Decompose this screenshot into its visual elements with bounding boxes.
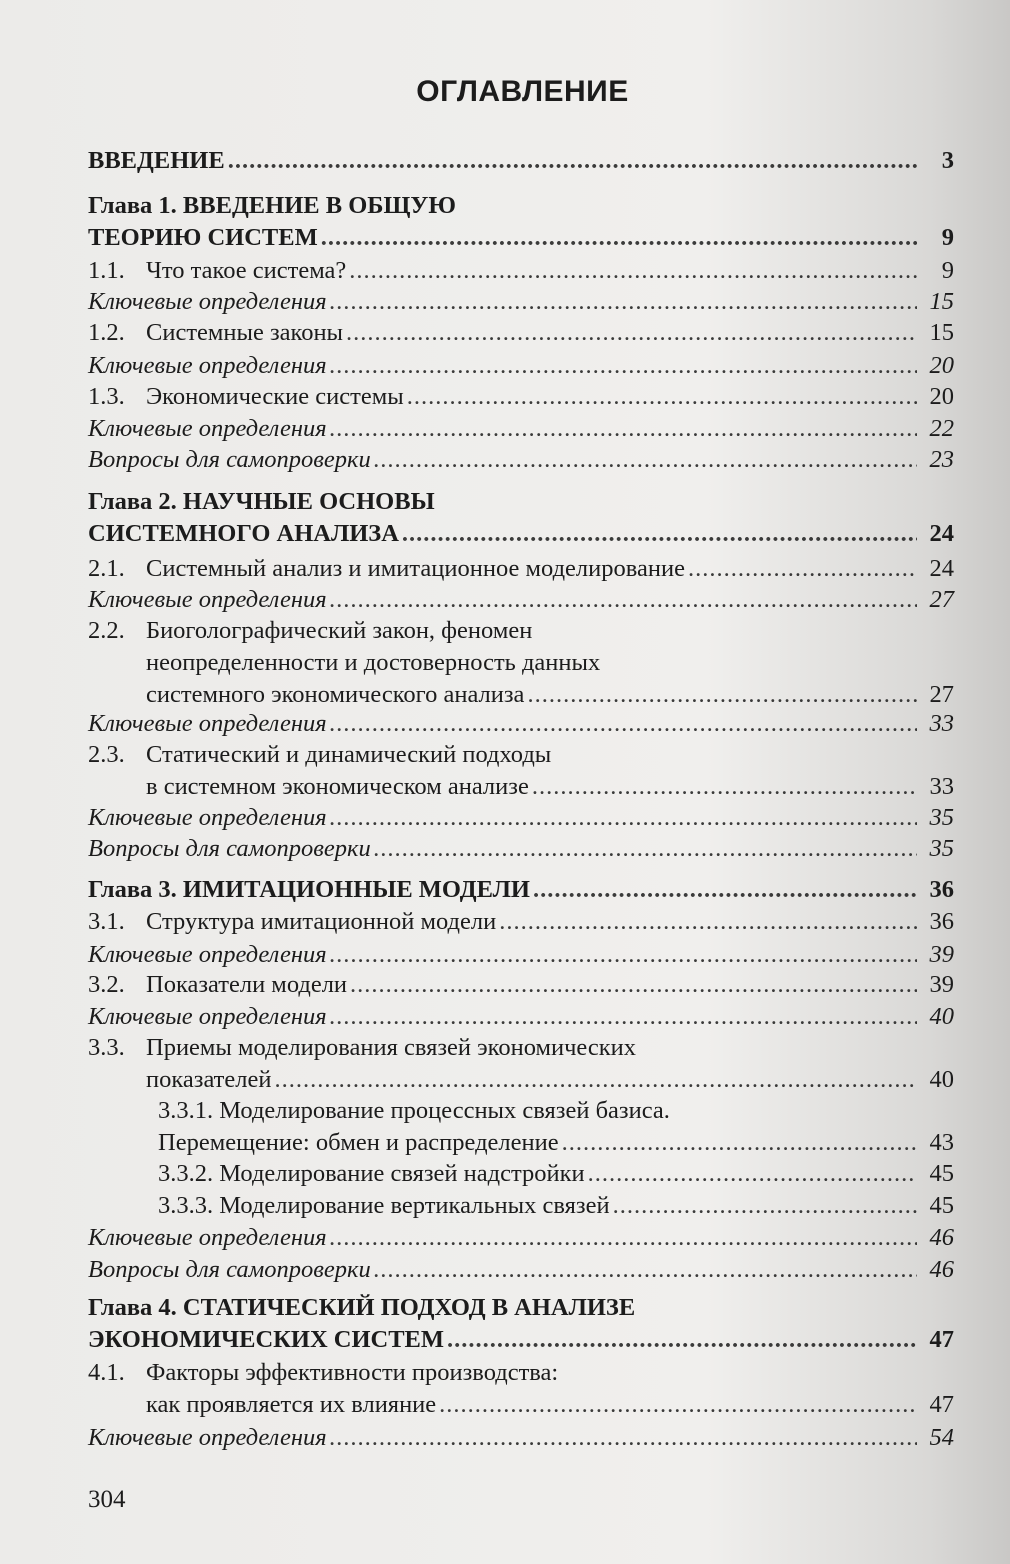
toc-entry-title: ЭКОНОМИЧЕСКИХ СИСТЕМ bbox=[88, 1326, 445, 1353]
toc-page-number: 33 bbox=[929, 710, 954, 737]
toc-entry bbox=[88, 939, 954, 971]
toc-page-number: 47 bbox=[929, 1391, 954, 1418]
dot-leader bbox=[402, 518, 917, 550]
toc-entry-line bbox=[88, 615, 954, 647]
page-number: 304 bbox=[88, 1486, 126, 1513]
toc-entry bbox=[88, 486, 954, 550]
section-title: Показатели модели bbox=[146, 971, 348, 998]
toc-entry bbox=[88, 802, 954, 834]
toc-page-number: 15 bbox=[929, 319, 954, 346]
toc-entry bbox=[88, 1222, 954, 1254]
toc-entry bbox=[88, 615, 954, 711]
dot-leader bbox=[588, 1158, 917, 1190]
toc-page-number: 22 bbox=[929, 415, 954, 442]
toc-page-number: 40 bbox=[929, 1066, 954, 1093]
dot-leader bbox=[330, 1422, 917, 1454]
dot-leader bbox=[274, 1064, 917, 1096]
toc-entry bbox=[88, 1001, 954, 1033]
toc-page-number: 35 bbox=[929, 804, 954, 831]
toc-entry-line: Глава 4. СТАТИЧЕСКИЙ ПОДХОД В АНАЛИЗЕ bbox=[88, 1294, 636, 1321]
page-title: ОГЛАВЛЕНИЕ bbox=[416, 75, 629, 108]
dot-leader bbox=[613, 1190, 917, 1222]
toc-entry-title bbox=[88, 317, 343, 349]
toc-page-number: 46 bbox=[929, 1224, 954, 1251]
toc-entry-line: неопределенности и достоверность данных bbox=[146, 649, 601, 676]
toc-entry bbox=[88, 1292, 954, 1356]
toc-entry-title bbox=[88, 906, 496, 938]
toc-entry-title: Глава 3. ИМИТАЦИОННЫЕ МОДЕЛИ bbox=[88, 876, 530, 903]
dot-leader bbox=[330, 939, 917, 971]
dot-leader bbox=[228, 145, 917, 177]
dot-leader bbox=[330, 413, 917, 445]
toc-page-number: 47 bbox=[929, 1326, 954, 1353]
toc-page-number: 39 bbox=[929, 971, 954, 998]
toc-entry bbox=[88, 286, 954, 318]
dot-leader bbox=[349, 255, 917, 287]
section-number: 2.3. bbox=[88, 741, 125, 768]
section-number: 2.1. bbox=[88, 555, 125, 582]
toc-entry-title: 3.3.3. Моделирование вертикальных связей bbox=[158, 1192, 610, 1219]
toc-page-number: 54 bbox=[929, 1424, 954, 1451]
section-number: 3.3. bbox=[88, 1034, 125, 1061]
dot-leader bbox=[562, 1127, 917, 1159]
section-number: 3.2. bbox=[88, 971, 125, 998]
dot-leader bbox=[374, 833, 917, 865]
dot-leader bbox=[330, 286, 917, 318]
toc-page-number: 9 bbox=[941, 257, 954, 284]
dot-leader bbox=[439, 1389, 917, 1421]
toc-page-number: 40 bbox=[929, 1003, 954, 1030]
dot-leader bbox=[533, 874, 917, 906]
toc-page-number: 23 bbox=[929, 446, 954, 473]
toc-entry bbox=[88, 584, 954, 616]
toc-page-number: 27 bbox=[929, 681, 954, 708]
section-number: 1.3. bbox=[88, 383, 125, 410]
toc-entry bbox=[88, 1422, 954, 1454]
toc-entry-title: системного экономического анализа bbox=[146, 681, 525, 708]
section-title: Факторы эффективности производства: bbox=[146, 1359, 559, 1386]
toc-page-number: 39 bbox=[929, 941, 954, 968]
dot-leader bbox=[407, 381, 917, 413]
toc-page-number: 20 bbox=[929, 352, 954, 379]
toc-entry bbox=[88, 145, 954, 177]
toc-entry-line: 3.3.1. Моделирование процессных связей базиса. bbox=[158, 1097, 670, 1124]
toc-entry bbox=[88, 708, 954, 740]
toc-entry-title: Ключевые определения bbox=[88, 352, 327, 379]
toc-entry bbox=[88, 906, 954, 938]
toc-page-number: 33 bbox=[929, 773, 954, 800]
dot-leader bbox=[330, 584, 917, 616]
toc-entry bbox=[88, 381, 954, 413]
toc-page-number: 36 bbox=[929, 908, 954, 935]
section-title: Системные законы bbox=[146, 319, 344, 346]
toc-entry-title: Ключевые определения bbox=[88, 288, 327, 315]
section-title: Системный анализ и имитационное моделирование bbox=[146, 555, 685, 582]
section-number: 2.2. bbox=[88, 617, 125, 644]
toc-entry bbox=[88, 317, 954, 349]
toc-entry-title: показателей bbox=[146, 1066, 272, 1093]
dot-leader bbox=[374, 1254, 917, 1286]
toc-entry bbox=[88, 1357, 954, 1421]
section-title: Структура имитационной модели bbox=[146, 908, 497, 935]
section-title: Экономические системы bbox=[146, 383, 404, 410]
section-title: Приемы моделирования связей экономических bbox=[146, 1034, 637, 1061]
section-title: Что такое система? bbox=[146, 257, 347, 284]
toc-entry-line bbox=[88, 1032, 954, 1064]
toc-entry-title bbox=[88, 381, 404, 413]
toc-entry bbox=[88, 874, 954, 906]
section-number: 1.1. bbox=[88, 257, 125, 284]
toc-entry-title: Ключевые определения bbox=[88, 1003, 327, 1030]
dot-leader bbox=[350, 969, 917, 1001]
toc-entry-title: Перемещение: обмен и распределение bbox=[158, 1129, 559, 1156]
dot-leader bbox=[374, 444, 917, 476]
dot-leader bbox=[532, 771, 917, 803]
toc-entry bbox=[88, 969, 954, 1001]
dot-leader bbox=[330, 1001, 917, 1033]
section-title: Биоголографический закон, феномен bbox=[146, 617, 533, 644]
toc-entry bbox=[88, 1032, 954, 1096]
toc-entry bbox=[88, 833, 954, 865]
toc-entry-title: СИСТЕМНОГО АНАЛИЗА bbox=[88, 520, 399, 547]
toc-page-number: 43 bbox=[929, 1129, 954, 1156]
toc-entry-title: 3.3.2. Моделирование связей надстройки bbox=[158, 1160, 585, 1187]
toc-entry-title: ВВЕДЕНИЕ bbox=[88, 147, 225, 174]
toc-entry bbox=[88, 413, 954, 445]
section-number: 3.1. bbox=[88, 908, 125, 935]
toc-entry-title: как проявляется их влияние bbox=[146, 1391, 437, 1418]
toc-entry bbox=[88, 190, 954, 254]
section-number: 4.1. bbox=[88, 1359, 125, 1386]
dot-leader bbox=[321, 222, 917, 254]
toc-page-number: 3 bbox=[941, 147, 954, 174]
toc-entry-line bbox=[88, 739, 954, 771]
toc-entry bbox=[88, 553, 954, 585]
toc-entry-title: Ключевые определения bbox=[88, 1424, 327, 1451]
toc-entry-title: в системном экономическом анализе bbox=[146, 773, 529, 800]
toc-entry-title bbox=[88, 553, 685, 585]
toc-page-number: 9 bbox=[941, 224, 954, 251]
toc-entry-title: Вопросы для самопроверки bbox=[88, 446, 371, 473]
toc-entry-title: Ключевые определения bbox=[88, 941, 327, 968]
section-title: Статический и динамический подходы bbox=[146, 741, 552, 768]
toc-page-number: 36 bbox=[929, 876, 954, 903]
toc-page-number: 27 bbox=[929, 586, 954, 613]
dot-leader bbox=[688, 553, 917, 585]
toc-entry bbox=[88, 1190, 954, 1222]
dot-leader bbox=[346, 317, 917, 349]
toc-page-number: 46 bbox=[929, 1256, 954, 1283]
toc-entry bbox=[88, 350, 954, 382]
toc-page-number: 20 bbox=[929, 383, 954, 410]
toc-page-number: 15 bbox=[929, 288, 954, 315]
dot-leader bbox=[527, 679, 917, 711]
section-number: 1.2. bbox=[88, 319, 125, 346]
dot-leader bbox=[330, 1222, 917, 1254]
toc-entry-title: Ключевые определения bbox=[88, 415, 327, 442]
dot-leader bbox=[447, 1324, 917, 1356]
toc-entry-line: Глава 1. ВВЕДЕНИЕ В ОБЩУЮ bbox=[88, 192, 456, 219]
dot-leader bbox=[330, 350, 917, 382]
toc-entry bbox=[88, 1095, 954, 1159]
toc-entry-title: Ключевые определения bbox=[88, 710, 327, 737]
toc-page-number: 45 bbox=[929, 1192, 954, 1219]
toc-page-number: 24 bbox=[929, 520, 954, 547]
toc-entry-title bbox=[88, 255, 346, 287]
toc-page-number: 35 bbox=[929, 835, 954, 862]
toc-entry-title: Вопросы для самопроверки bbox=[88, 835, 371, 862]
toc-entry-title: Ключевые определения bbox=[88, 586, 327, 613]
toc-entry bbox=[88, 255, 954, 287]
toc-entry bbox=[88, 444, 954, 476]
toc-entry bbox=[88, 739, 954, 803]
dot-leader bbox=[330, 802, 917, 834]
toc-entry-title: ТЕОРИЮ СИСТЕМ bbox=[88, 224, 318, 251]
dot-leader bbox=[330, 708, 917, 740]
toc-entry-title bbox=[88, 969, 347, 1001]
toc-entry-title: Ключевые определения bbox=[88, 804, 327, 831]
toc-entry-line: Глава 2. НАУЧНЫЕ ОСНОВЫ bbox=[88, 488, 435, 515]
toc-entry-line bbox=[88, 1357, 954, 1389]
toc-entry-title: Ключевые определения bbox=[88, 1224, 327, 1251]
toc-entry bbox=[88, 1158, 954, 1190]
toc-entry bbox=[88, 1254, 954, 1286]
toc-page-number: 24 bbox=[929, 555, 954, 582]
toc-page-number: 45 bbox=[929, 1160, 954, 1187]
toc-entry-title: Вопросы для самопроверки bbox=[88, 1256, 371, 1283]
dot-leader bbox=[499, 906, 917, 938]
